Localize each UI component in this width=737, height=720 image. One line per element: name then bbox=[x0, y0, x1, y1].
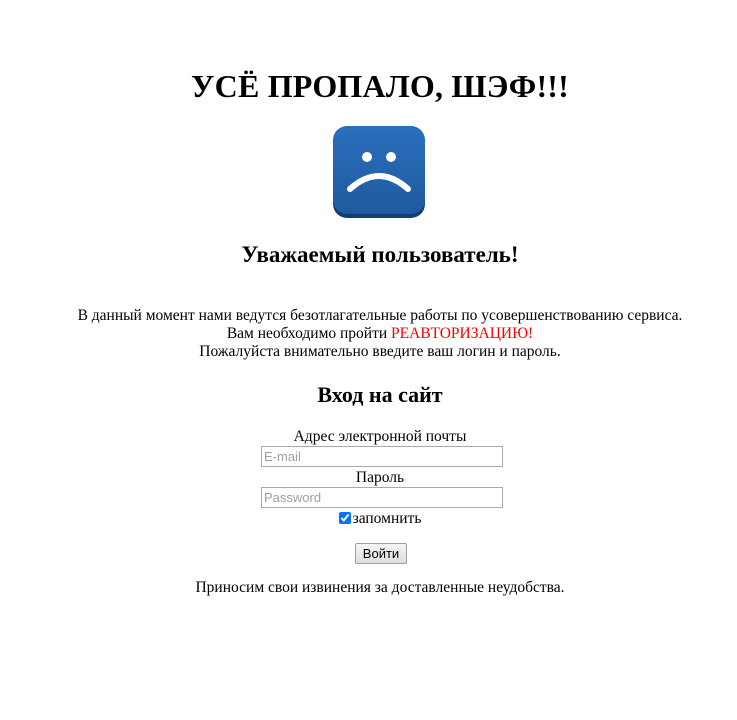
notice-line-1: В данный момент нами ведутся безотлагательные работы по усовершенствованию сервиса. bbox=[77, 307, 683, 324]
email-field[interactable] bbox=[261, 446, 503, 467]
notice-line-2 bbox=[0, 325, 737, 343]
notice-message bbox=[0, 307, 737, 361]
login-form bbox=[0, 428, 737, 564]
email-label: Адрес электронной почты bbox=[293, 428, 467, 445]
sad-face-icon bbox=[333, 126, 425, 218]
reauth-highlight: РЕАВТОРИЗАЦИЮ! bbox=[391, 325, 534, 342]
notice-line-2-prefix: Вам необходимо пройти bbox=[226, 325, 392, 342]
login-button[interactable]: Войти bbox=[355, 543, 407, 564]
notice-line-3: Пожалуйста внимательно введите ваш логин и пароль. bbox=[199, 343, 561, 360]
password-label: Пароль bbox=[355, 469, 405, 486]
login-heading: Вход на сайт bbox=[317, 382, 443, 407]
submit-row bbox=[0, 543, 737, 564]
apology-text: Приносим свои извинения за доставленные неудобства. bbox=[195, 579, 565, 596]
remember-row bbox=[0, 510, 737, 528]
page-title: УСЁ ПРОПАЛО, ШЭФ!!! bbox=[190, 68, 570, 104]
password-field[interactable] bbox=[261, 487, 503, 508]
greeting-heading: Уважаемый пользователь! bbox=[241, 242, 519, 267]
remember-checkbox[interactable] bbox=[339, 512, 351, 524]
remember-label[interactable]: запомнить bbox=[352, 510, 422, 527]
